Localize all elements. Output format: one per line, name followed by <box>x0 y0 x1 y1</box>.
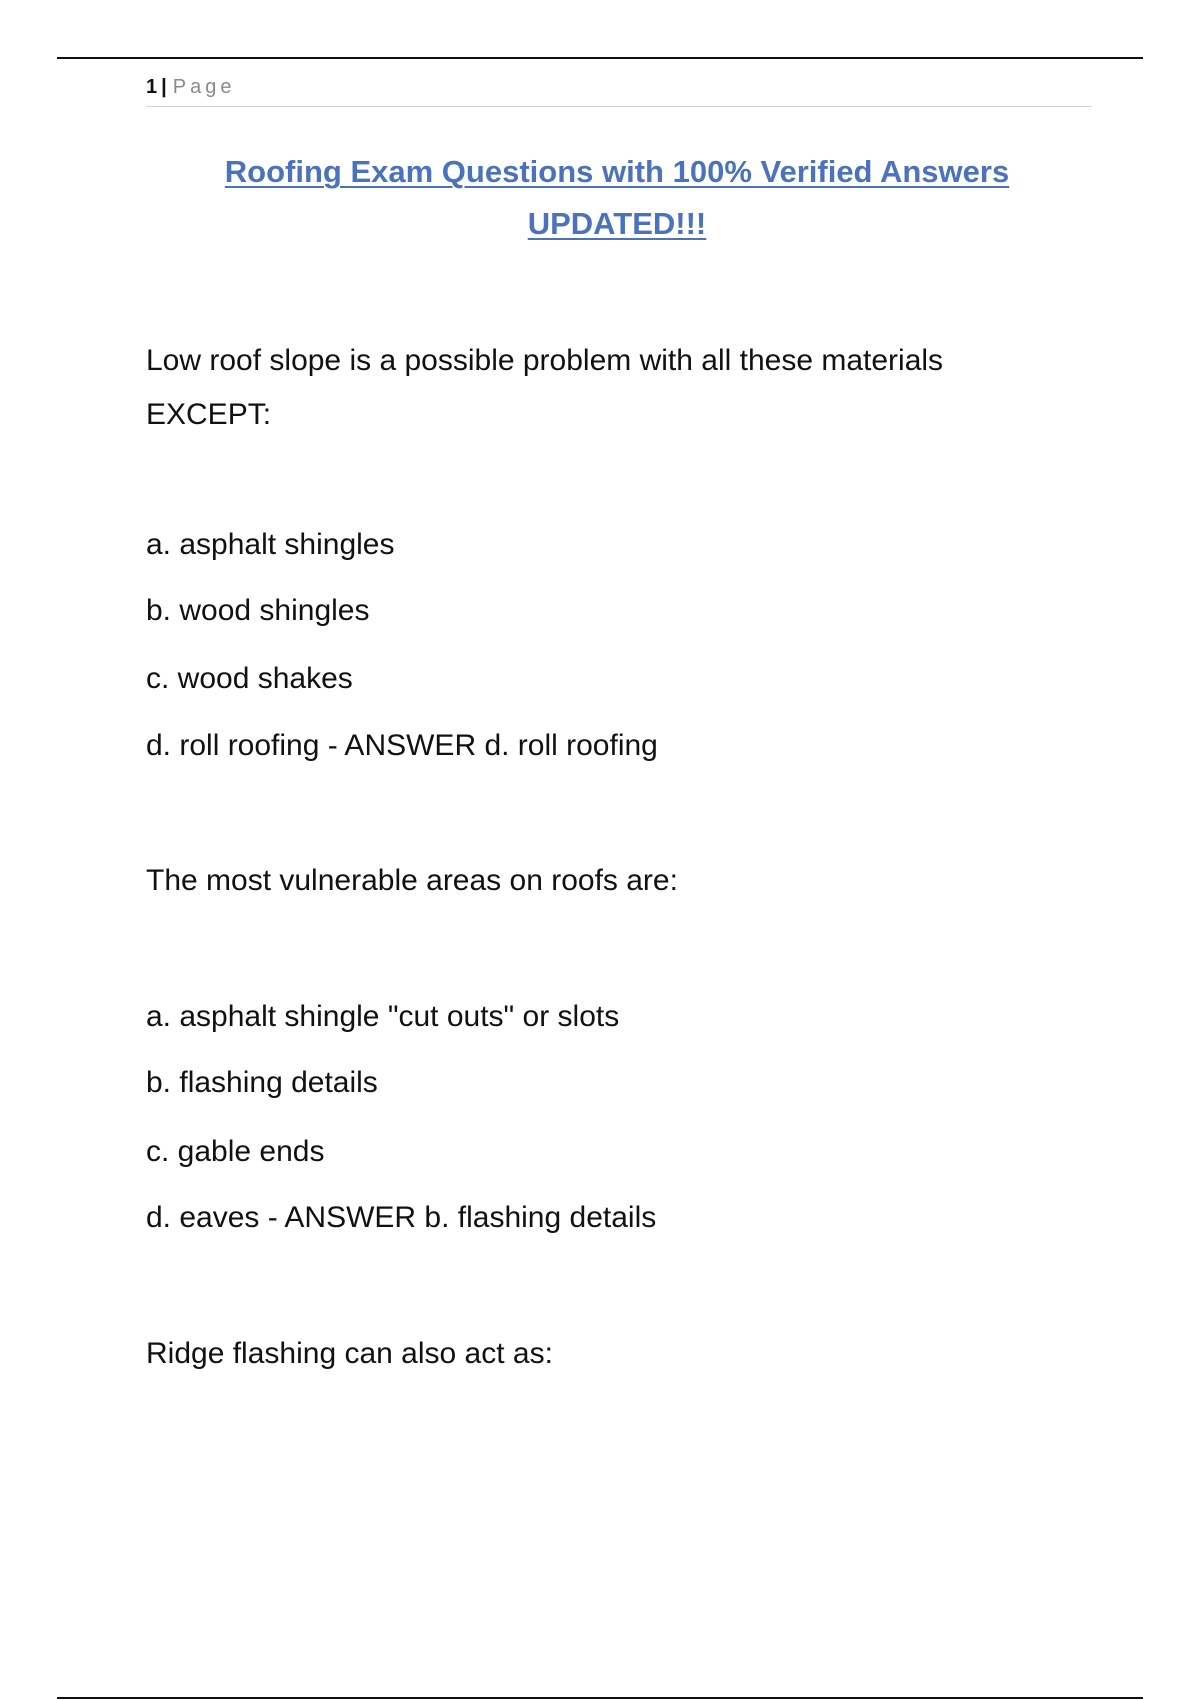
question-1-option-a: a. asphalt shingles <box>146 528 395 561</box>
question-1-option-b: b. wood shingles <box>146 594 370 627</box>
question-2-option-d: d. eaves - ANSWER b. flashing details <box>146 1201 657 1234</box>
page-header <box>146 74 1092 107</box>
question-1-line-1: Low roof slope is a possible problem with all these materials <box>146 344 944 377</box>
question-2-option-a: a. asphalt shingle "cut outs" or slots <box>146 1000 620 1033</box>
question-2: The most vulnerable areas on roofs are: <box>146 864 678 897</box>
question-2-option-c: c. gable ends <box>146 1135 325 1168</box>
document-title <box>100 146 1134 250</box>
question-3: Ridge flashing can also act as: <box>146 1337 553 1370</box>
question-2-option-b: b. flashing details <box>146 1066 378 1099</box>
question-1-option-c: c. wood shakes <box>146 662 353 695</box>
question-1-option-d: d. roll roofing - ANSWER d. roll roofing <box>146 729 658 762</box>
question-1-line-2: EXCEPT: <box>146 398 272 431</box>
title-line-1: Roofing Exam Questions with 100% Verified Answers <box>224 154 1010 189</box>
header-separator: | <box>161 76 167 98</box>
title-line-2: UPDATED!!! <box>527 206 707 241</box>
top-border-line <box>57 57 1143 59</box>
question-1 <box>146 334 1046 442</box>
bottom-border-line <box>57 1697 1143 1699</box>
page-label: Page <box>172 76 236 98</box>
page-number: 1 <box>146 76 158 98</box>
